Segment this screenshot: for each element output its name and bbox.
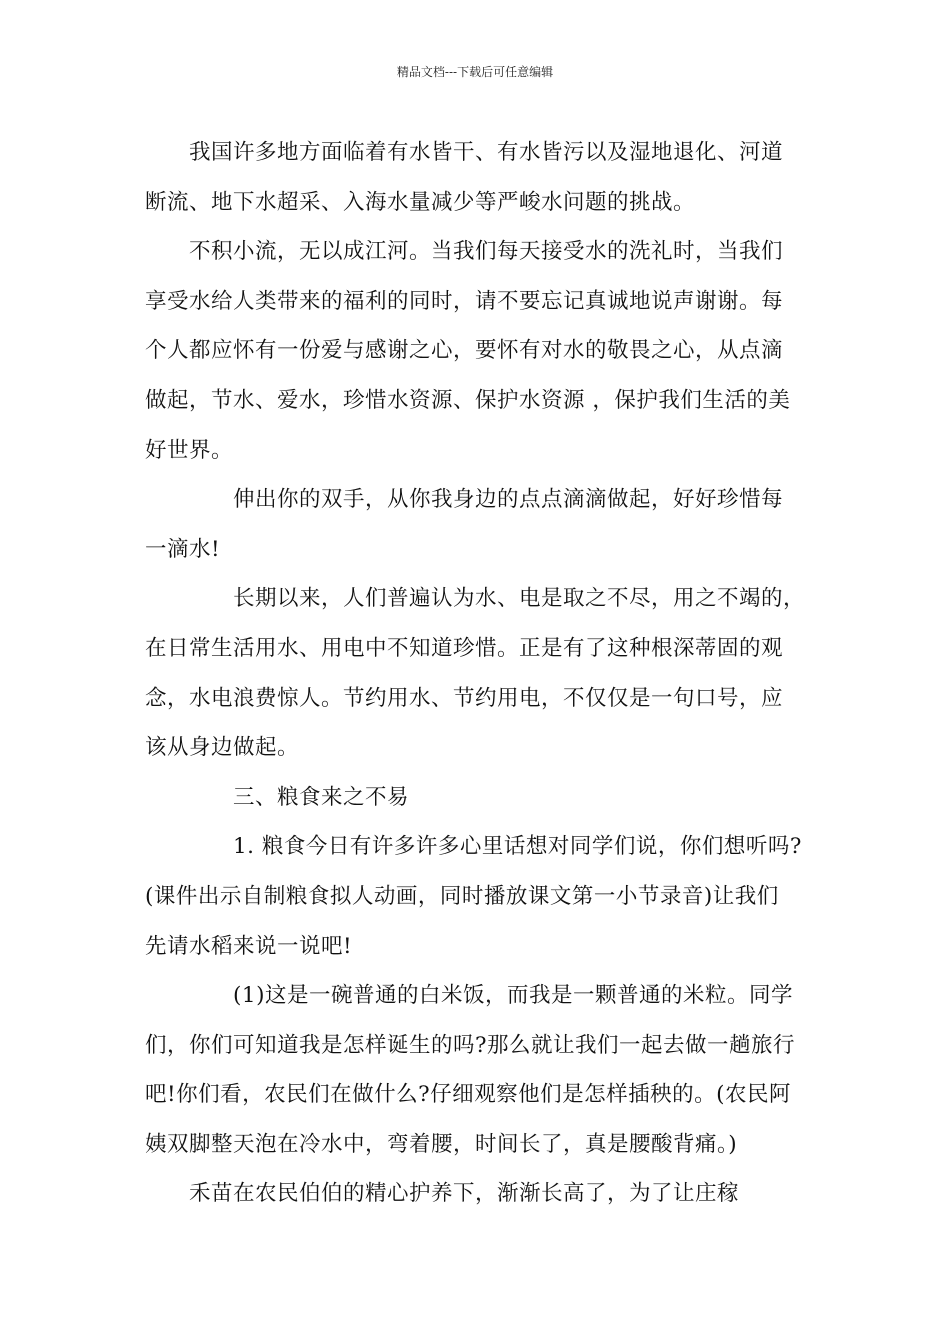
text-line: 伸出你的双手，从你我身边的点点滴滴做起，好好珍惜每 (233, 487, 784, 513)
document-body (145, 128, 810, 1219)
section-heading (145, 773, 810, 823)
text-line: 好世界。 (145, 437, 234, 463)
text-line: 不积小流，无以成江河。当我们每天接受水的洗礼时，当我们 (189, 239, 784, 265)
paragraph (145, 128, 810, 227)
paragraph (145, 1169, 810, 1219)
text-line: 吧!你们看，农民们在做什么?仔细观察他们是怎样插秧的。(农民阿 (145, 1082, 792, 1108)
paragraph (145, 574, 810, 772)
text-line: 长期以来，人们普遍认为水、电是取之不尽，用之不竭的， (233, 586, 806, 612)
text-line: 一滴水! (145, 536, 221, 562)
paragraph (145, 475, 810, 574)
page-header: 精品文档---下载后可任意编辑 (396, 65, 554, 79)
text-line: (课件出示自制粮食拟人动画，同时播放课文第一小节录音)让我们 (145, 883, 779, 909)
text-line: 先请水稻来说一说吧! (145, 933, 353, 959)
text-line: 1. 粮食今日有许多许多心里话想对同学们说，你们想听吗? (233, 834, 802, 860)
text-line: 念，水电浪费惊人。节约用水、节约用电，不仅仅是一句口号，应 (145, 685, 784, 711)
text-line: 我国许多地方面临着有水皆干、有水皆污以及湿地退化、河道 (189, 140, 784, 165)
text-line: 们，你们可知道我是怎样诞生的吗?那么就让我们一起去做一趟旅行 (145, 1032, 796, 1058)
text-line: 三、粮食来之不易 (233, 784, 410, 810)
text-line: 姨双脚整天泡在冷水中，弯着腰，时间长了，真是腰酸背痛。) (145, 1131, 738, 1157)
text-line: 该从身边做起。 (145, 735, 300, 761)
paragraph (145, 227, 810, 475)
text-line: 在日常生活用水、用电中不知道珍惜。正是有了这种根深蒂固的观 (145, 635, 784, 661)
paragraph (145, 971, 810, 1169)
text-line: 断流、地下水超采、入海水量减少等严峻水问题的挑战。 (145, 189, 696, 215)
text-line: (1)这是一碗普通的白米饭，而我是一颗普通的米粒。同学 (233, 983, 793, 1009)
paragraph (145, 822, 810, 971)
text-line: 禾苗在农民伯伯的精心护养下，渐渐长高了，为了让庄稼 (189, 1181, 740, 1207)
text-line: 做起，节水、爱水，珍惜水资源、保护水资源 ，保护我们生活的美 (145, 387, 791, 413)
text-line: 享受水给人类带来的福利的同时，请不要忘记真诚地说声谢谢。每 (145, 288, 784, 314)
text-line: 个人都应怀有一份爱与感谢之心，要怀有对水的敬畏之心，从点滴 (145, 338, 784, 364)
